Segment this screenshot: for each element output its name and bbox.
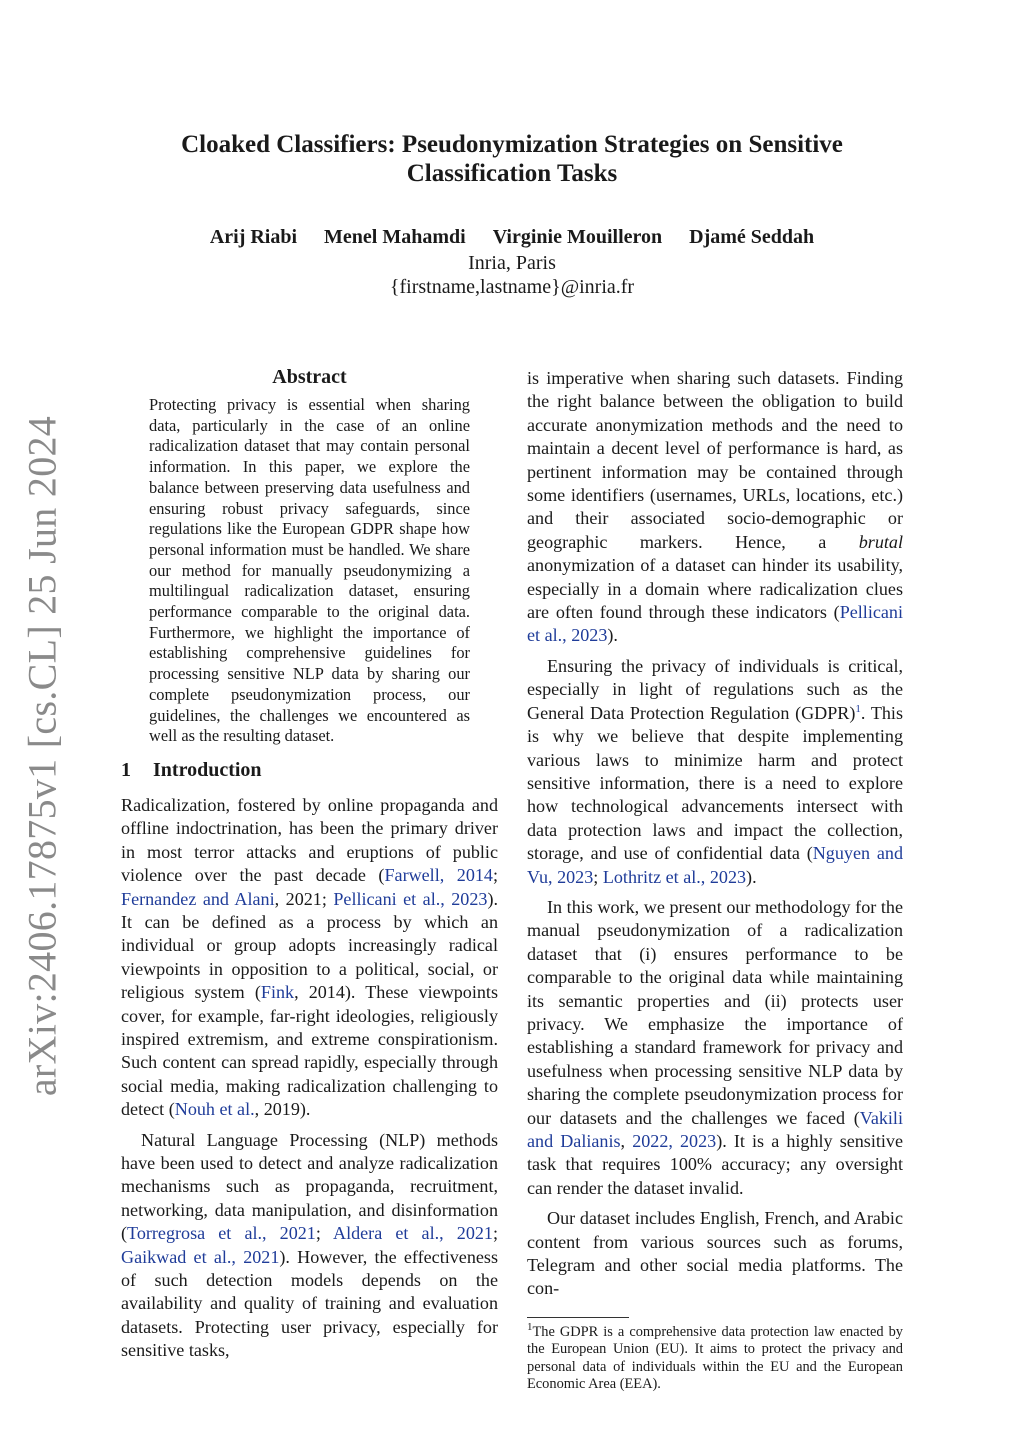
paper-title: Cloaked Classifiers: Pseudonymization Strategies on Sensitive Classification Tasks xyxy=(181,131,843,187)
citation-separator: ; xyxy=(492,865,498,886)
citation-link[interactable]: Fernandez and Alani xyxy=(121,888,275,909)
footnote-marker[interactable]: 1 xyxy=(855,702,861,715)
paragraph-text: . This is why we believe that despite implementing various laws to minimize harm and protect sensitive information, there is a need to explore how technological advancements intersect with data protection laws and impact the collection, storage, and use of confidential data ( xyxy=(527,702,903,864)
arxiv-identifier-text: arXiv:2406.17875v1 [cs.CL] 25 Jun 2024 xyxy=(19,415,65,1097)
abstract-heading: Abstract xyxy=(272,366,347,388)
affiliation-block xyxy=(120,251,904,299)
paragraph-text: ). xyxy=(746,866,757,887)
citation-year: , 2021; xyxy=(274,888,334,909)
author-email: {firstname,lastname}@inria.fr xyxy=(389,276,635,298)
footnote-number: 1 xyxy=(527,1321,533,1334)
right-column xyxy=(527,367,903,1394)
intro-paragraph-5 xyxy=(527,896,903,1200)
paragraph-text: ). xyxy=(299,1099,311,1120)
citation-link[interactable]: Lothritz et al., 2023 xyxy=(602,866,747,887)
intro-paragraph-6: Our dataset includes English, French, and Arabic content from various sources such as forums, Telegram and other social media platforms. The con- xyxy=(527,1208,903,1299)
intro-paragraph-1 xyxy=(121,794,498,1122)
paragraph-text: anonymization of a dataset can hinder its usability, especially in a domain where radicalization clues are often found through these indicators ( xyxy=(527,555,903,623)
paragraph-text: ). However, the effectiveness of such detection models depends on the availability and quality of training and evaluation datasets. Protecting user privacy, especially for sensitive tasks, xyxy=(121,1246,498,1361)
citation-link[interactable]: Pellicani et al., 2023 xyxy=(527,602,903,646)
intro-paragraph-2 xyxy=(121,1129,498,1363)
author-name: Arij Riabi xyxy=(209,226,298,248)
intro-paragraph-3 xyxy=(527,367,903,648)
citation-link[interactable]: Nguyen and Vu, 2023 xyxy=(527,843,903,887)
footnote-text: The GDPR is a comprehensive data protection law enacted by the European Union (EU). It aims to protect the privacy and personal data of individuals within the EU and the European Economic Area (EEA). xyxy=(527,1323,903,1393)
intro-paragraph-4 xyxy=(527,655,903,889)
footnote-rule xyxy=(527,1317,629,1318)
citation-link[interactable]: Gaikwad et al., 2021 xyxy=(121,1246,280,1267)
citation-separator: ; xyxy=(315,1223,334,1244)
affiliation: Inria, Paris xyxy=(468,252,556,274)
citation-link[interactable]: Aldera et al., 2021 xyxy=(333,1223,493,1244)
citation-link[interactable]: Nouh et al. xyxy=(174,1099,255,1120)
emphasis-text: brutal xyxy=(858,531,903,552)
section-number: 1 xyxy=(121,758,131,781)
footnote xyxy=(527,1321,903,1394)
paragraph-text: In this work, we present our methodology for the manual pseudonymization of a radicalization dataset that (i) ensures performance to be comparable to the original data while maintaining its semantic properties and (ii) protects user privacy. We emphasize the importance of establishing a standard framework for privacy and usefulness when processing sensitive NLP data by sharing the complete pseudonymization process for our datasets and the challenges we faced ( xyxy=(527,896,903,1128)
paragraph-text: Natural Language Processing (NLP) methods have been used to detect and analyze radicalization mechanisms such as propaganda, recruitment, networking, data manipulation, and disinformation ( xyxy=(121,1129,498,1244)
citation-separator: , xyxy=(620,1131,633,1151)
section-heading xyxy=(121,759,498,782)
citation-link[interactable]: Torregrosa et al., 2021 xyxy=(127,1223,316,1244)
author-list xyxy=(120,226,904,249)
paragraph-text: ). It is a highly sensitive task that requires 100% accuracy; any oversight can render the dataset invalid. xyxy=(527,1131,904,1198)
citation-link[interactable]: Farwell, 2014 xyxy=(384,865,493,886)
author-name: Djamé Seddah xyxy=(689,226,815,248)
paragraph-text: ). xyxy=(607,625,618,646)
arxiv-identifier xyxy=(19,415,65,1097)
citation-year: , 2019 xyxy=(254,1099,300,1120)
author-name: Virginie Mouilleron xyxy=(492,226,663,248)
paragraph-text: Ensuring the privacy of individuals is critical, especially in light of regulations such as the General Data Protection Regulation (GDPR) xyxy=(527,655,903,723)
citation-link[interactable]: 2022, 2023 xyxy=(632,1131,717,1151)
left-column xyxy=(121,366,498,1370)
citation-year: , 2014 xyxy=(294,982,345,1003)
author-name: Menel Mahamdi xyxy=(324,226,466,248)
abstract-text: Protecting privacy is essential when sharing data, particularly in the case of an online radicalization dataset that may contain personal information. In this paper, we explore the balance between preserving data usefulness and ensuring robust privacy safeguards, since regulations like the European GDPR shape how personal information must be handled. We share our method for manually pseudonymizing a multilingual radicalization dataset, ensuring performance comparable to the original data. Furthermore, we highlight the importance of establishing comprehensive guidelines for processing sensitive NLP data by sharing our complete pseudonymization process, our guidelines, the challenges we encountered as well as the resulting dataset. xyxy=(149,395,470,746)
citation-link[interactable]: Fink xyxy=(260,982,295,1003)
paragraph-text: ). It can be defined as a process by which an individual or group adopts increasingly radical viewpoints in opposition to a political, social, or religious system ( xyxy=(121,888,498,1003)
citation-link[interactable]: Vakili and Dalianis xyxy=(527,1107,903,1151)
paragraph-text: is imperative when sharing such datasets. Finding the right balance between the obligation to build accurate anonymization methods and the need to maintain a decent level of performance is hard, as pertinent information may be contained through some identifiers (usernames, URLs, locations, etc.) and their associated socio-demographic or geographic markers. Hence, a xyxy=(527,368,903,552)
paragraph-text: Radicalization, fostered by online propaganda and offline indoctrination, has been the primary driver in most terror attacks and eruptions of public violence over the past decade ( xyxy=(121,794,498,886)
citation-link[interactable]: Pellicani et al., 2023 xyxy=(333,888,488,909)
section-title: Introduction xyxy=(153,758,262,781)
citation-separator: ; xyxy=(492,1223,498,1244)
paragraph-text: ). These viewpoints cover, for example, far-right ideologies, religiously inspired extremism, and extreme conspirationism. Such content can spread rapidly, especially through social media, making radicalization challenging to detect ( xyxy=(121,982,498,1120)
citation-separator: ; xyxy=(593,866,603,887)
